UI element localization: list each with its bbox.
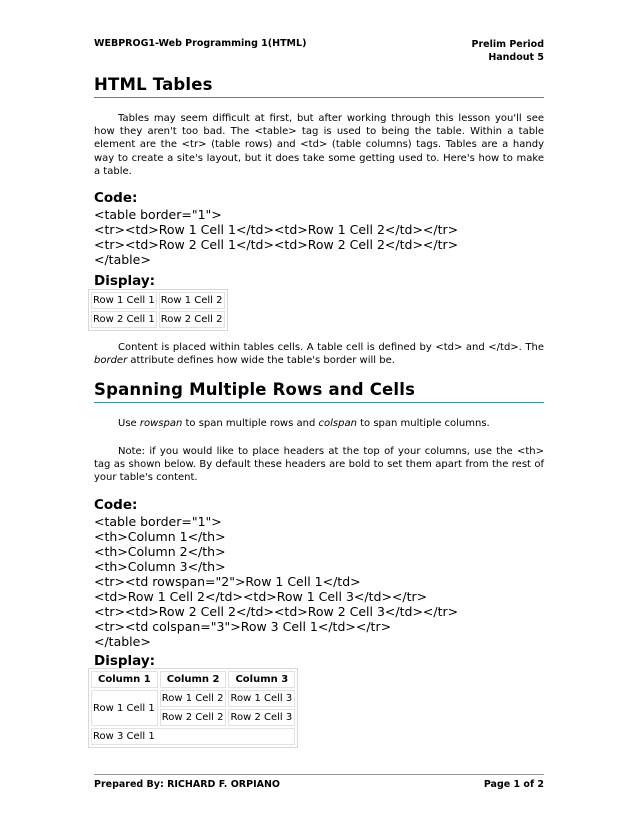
table-cell: Row 1 Cell 1	[91, 292, 157, 309]
footer-divider	[94, 774, 544, 775]
code-block-2	[94, 514, 458, 649]
note-text: Content is placed within tables cells. A table cell is defined by <td> and </td>. The	[118, 342, 544, 353]
span-text: to span multiple columns.	[356, 418, 490, 429]
table-header-row	[91, 671, 295, 688]
table-cell: Row 2 Cell 2	[160, 709, 227, 726]
code-heading: Code:	[94, 497, 138, 513]
column-header: Column 3	[228, 671, 295, 688]
table-cell: Row 1 Cell 3	[228, 690, 295, 707]
table-row	[91, 728, 295, 745]
display-heading: Display:	[94, 273, 156, 289]
content-note-paragraph	[94, 341, 544, 367]
code-line: <th>Column 3</th>	[94, 559, 226, 574]
table-row	[91, 292, 225, 309]
table-cell-colspan: Row 3 Cell 1	[91, 728, 295, 745]
table-cell: Row 2 Cell 3	[228, 709, 295, 726]
table-cell: Row 2 Cell 1	[91, 311, 157, 328]
note-emphasis: border	[94, 355, 128, 367]
footer-page-number: Page 1 of 2	[483, 779, 544, 790]
document-header-period	[472, 38, 544, 64]
code-line: <td>Row 1 Cell 2</td><td>Row 1 Cell 3</td></tr>	[94, 589, 428, 604]
header-note-text: Note: if you would like to place headers at the top of your columns, use the <th> tag as shown below. By default these headers are bold to set them apart from the rest of your table's content.	[94, 446, 544, 484]
code-line: <table border="1">	[94, 514, 222, 529]
table-row	[91, 311, 225, 328]
table-cell: Row 2 Cell 2	[159, 311, 225, 328]
code-line: <tr><td colspan="3">Row 3 Cell 1</td></tr>	[94, 619, 392, 634]
intro-paragraph	[94, 112, 544, 178]
section-title-html-tables: HTML Tables	[94, 75, 213, 94]
code-block-1	[94, 207, 458, 267]
display-table-basic	[88, 289, 228, 331]
colspan-emphasis: colspan	[318, 418, 357, 429]
header-note-paragraph	[94, 445, 544, 485]
code-line: </table>	[94, 252, 151, 267]
column-header: Column 1	[91, 671, 158, 688]
span-text: Use	[118, 418, 140, 429]
code-line: </table>	[94, 634, 151, 649]
table-row	[91, 690, 295, 707]
code-line: <th>Column 1</th>	[94, 529, 226, 544]
table-cell: Row 1 Cell 2	[160, 690, 227, 707]
intro-text: Tables may seem difficult at first, but after working through this lesson you'll see how they aren't too bad. The <table> tag is used to being the table. Within a table element are the <tr> (table rows) and <td> (table columns) tags. Tables are a handy way to create a site's layout, but it does take some getting used to. Here's how to make a table.	[94, 113, 544, 177]
rowspan-emphasis: rowspan	[139, 418, 183, 429]
table-cell-rowspan: Row 1 Cell 1	[91, 690, 158, 726]
code-line: <tr><td>Row 1 Cell 1</td><td>Row 1 Cell 2</td></tr>	[94, 222, 459, 237]
code-line: <tr><td>Row 2 Cell 2</td><td>Row 2 Cell 3</td></tr>	[94, 604, 459, 619]
section-title-spanning: Spanning Multiple Rows and Cells	[94, 380, 416, 399]
section-divider	[94, 97, 544, 98]
note-text: attribute defines how wide the table's border will be.	[127, 355, 395, 367]
span-usage-paragraph	[94, 417, 544, 430]
table-cell: Row 1 Cell 2	[159, 292, 225, 309]
header-period-label: Prelim Period	[471, 39, 544, 50]
section-divider	[94, 402, 544, 403]
span-text: to span multiple rows and	[182, 418, 319, 429]
header-handout-label: Handout 5	[488, 52, 544, 63]
code-heading: Code:	[94, 190, 138, 206]
footer-author: Prepared By: RICHARD F. ORPIANO	[94, 779, 280, 790]
document-header-course: WEBPROG1-Web Programming 1(HTML)	[94, 38, 307, 49]
code-line: <tr><td rowspan="2">Row 1 Cell 1</td>	[94, 574, 361, 589]
column-header: Column 2	[160, 671, 227, 688]
code-line: <th>Column 2</th>	[94, 544, 226, 559]
display-heading: Display:	[94, 653, 156, 669]
display-table-spanning	[88, 668, 298, 748]
code-line: <tr><td>Row 2 Cell 1</td><td>Row 2 Cell 2</td></tr>	[94, 237, 459, 252]
code-line: <table border="1">	[94, 207, 222, 222]
